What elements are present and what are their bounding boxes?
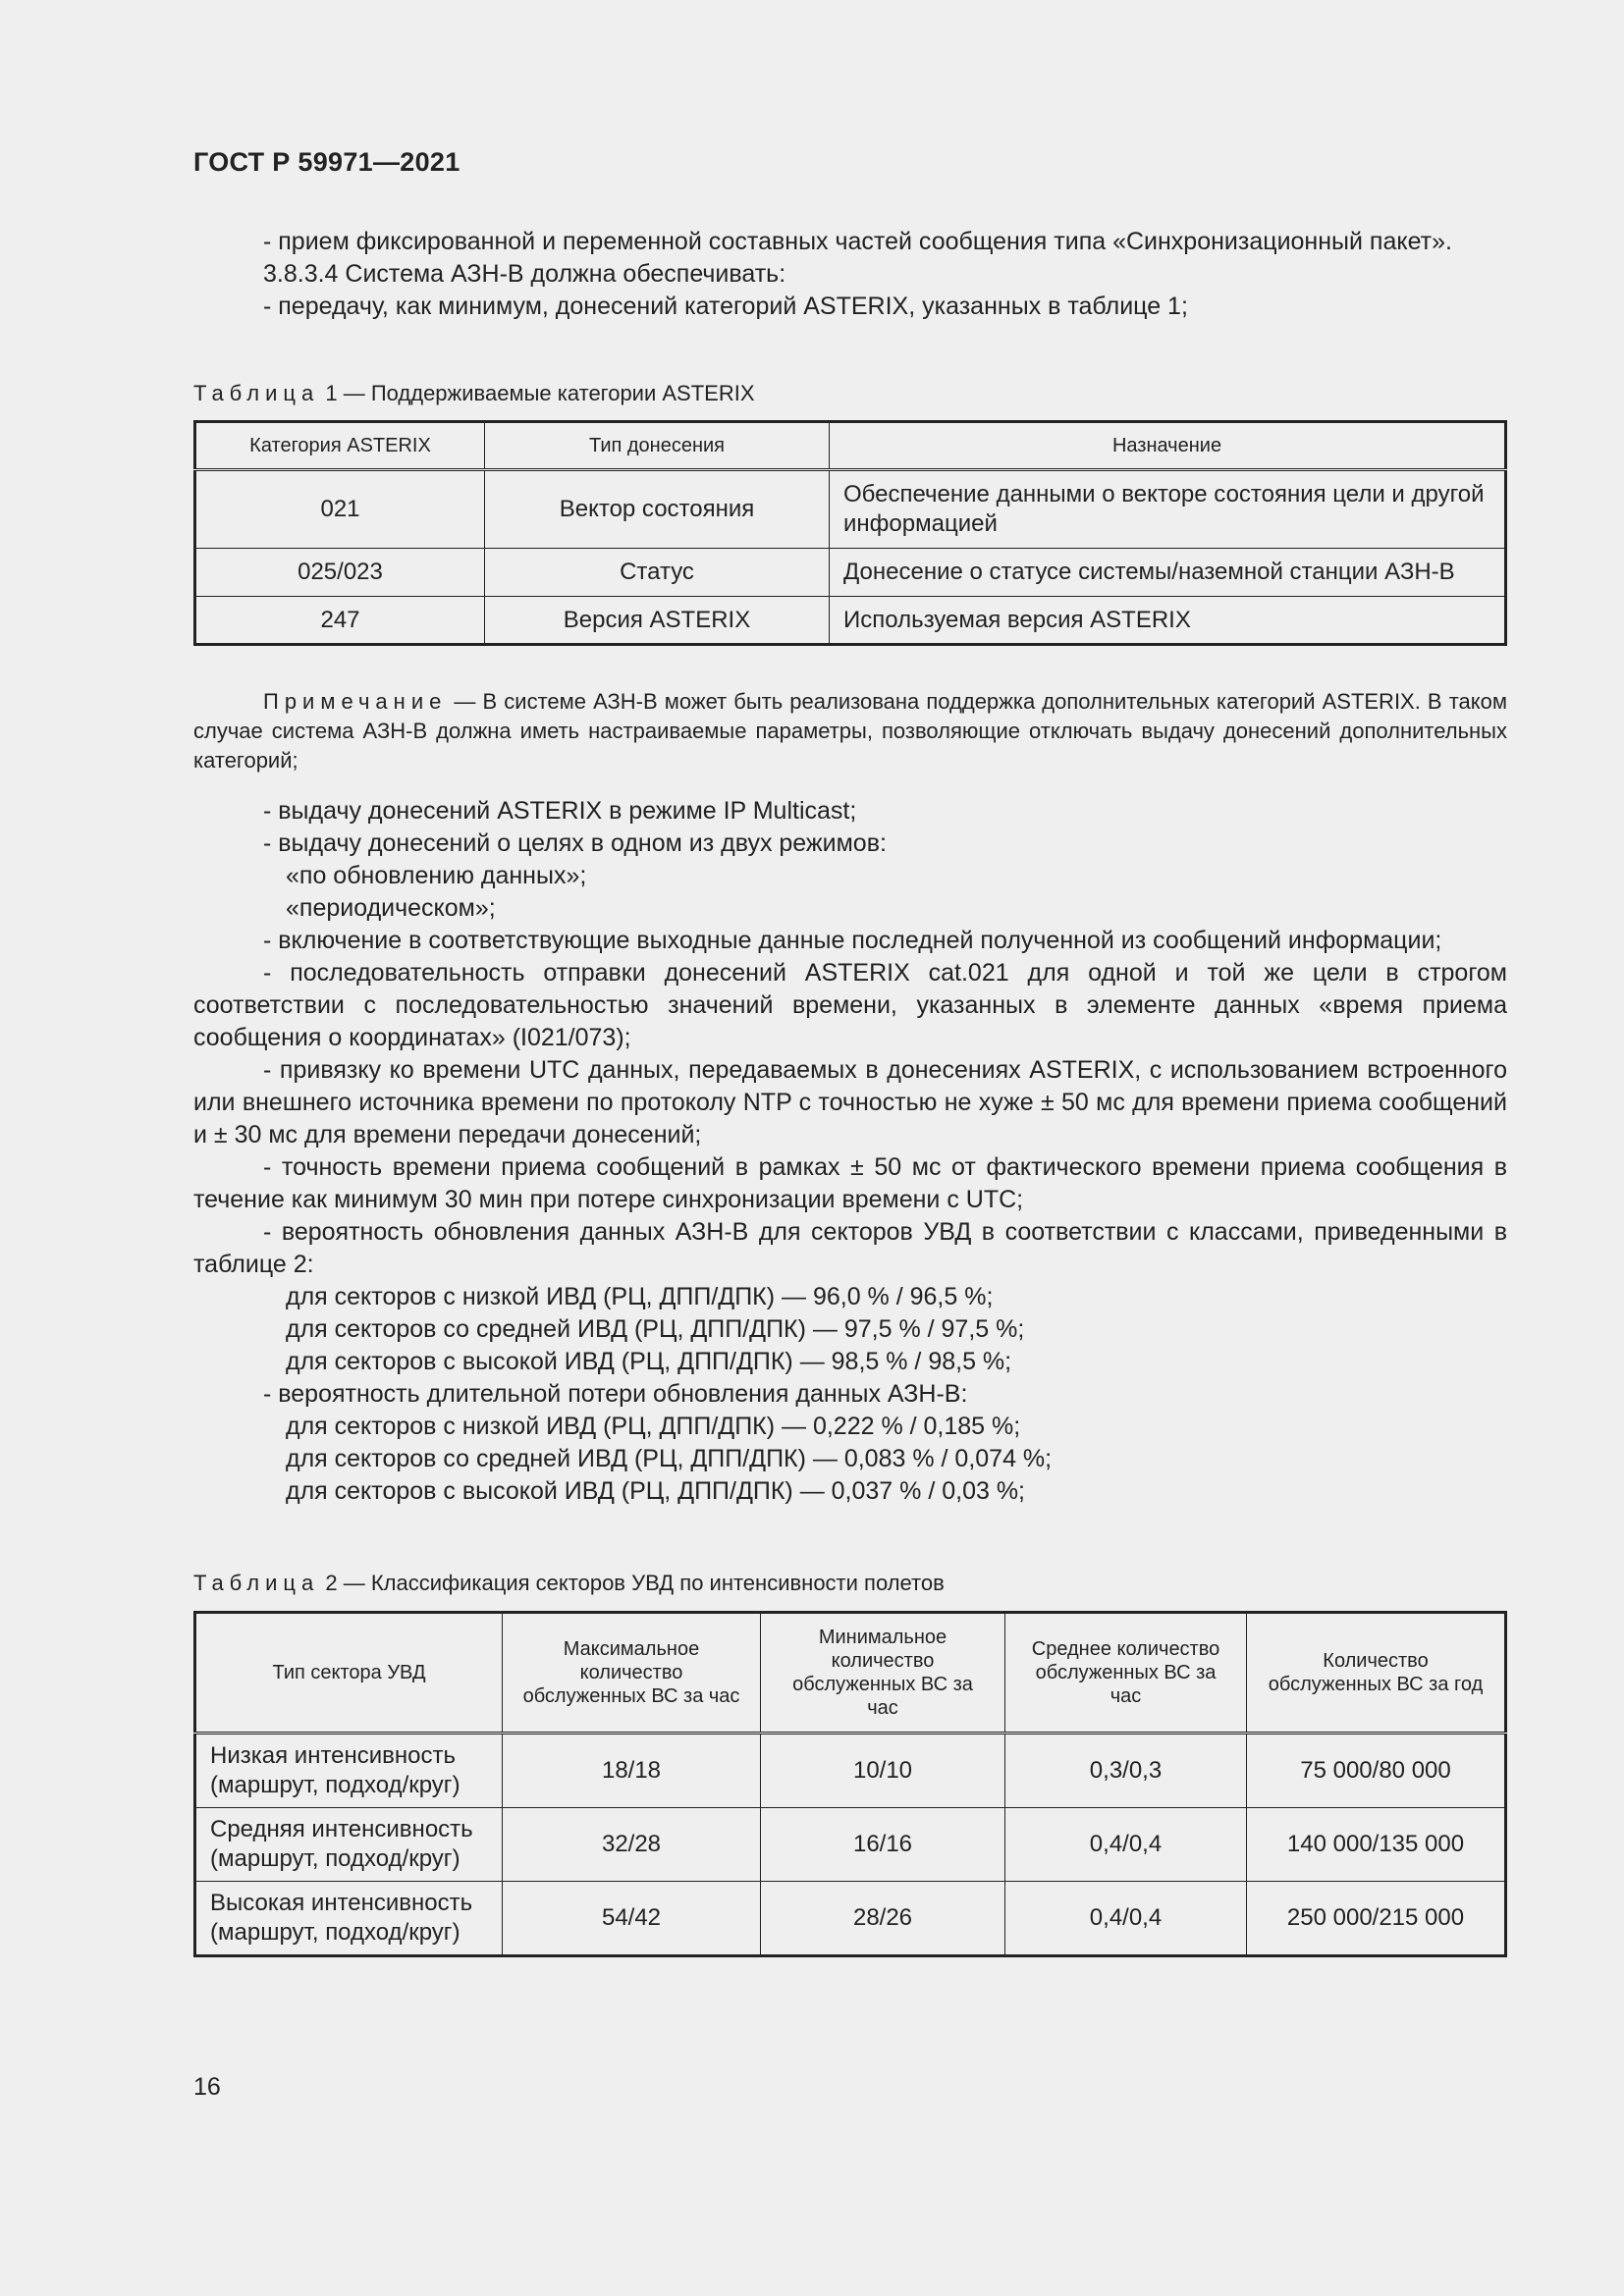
list-subitem: для секторов с высокой ИВД (РЦ, ДПП/ДПК) — 0,037 % / 0,03 %; [286,1477,1026,1505]
table2-caption [193,1571,945,1596]
table-cell: Вектор состояния [485,470,830,549]
paragraph: - передачу, как минимум, донесений категорий ASTERIX, указанных в таблице 1; [263,293,1188,320]
list-subitem: для секторов со средней ИВД (РЦ, ДПП/ДПК) — 0,083 % / 0,074 %; [286,1445,1053,1472]
column-header: Количество обслуженных ВС за год [1247,1613,1506,1734]
column-header: Назначение [830,422,1506,470]
table-cell: 025/023 [195,549,485,597]
table2-caption-prefix: Таблица [193,1571,320,1595]
table-cell: 250 000/215 000 [1247,1882,1506,1956]
list-item: - вероятность обновления данных АЗН-В для секторов УВД в соответствии с классами, приведенными в таблице 2: [193,1218,1507,1278]
table-row [195,597,1506,645]
list-subitem: «периодическом»; [286,894,496,922]
table-cell: 0,3/0,3 [1005,1734,1247,1808]
page-number: 16 [193,2073,221,2101]
table2-caption-text: 2 — Классификация секторов УВД по интенсивности полетов [319,1571,945,1595]
list-subitem: для секторов с низкой ИВД (РЦ, ДПП/ДПК) — 96,0 % / 96,5 %; [286,1283,994,1310]
column-header: Тип донесения [485,422,830,470]
column-header: Минимальное количество обслуженных ВС за час [761,1613,1005,1734]
table-cell: 18/18 [503,1734,761,1808]
list-item: - выдачу донесений о целях в одном из двух режимов: [263,829,887,857]
table-cell: 54/42 [503,1882,761,1956]
table-cell: Обеспечение данными о векторе состояния цели и другой информацией [830,470,1506,549]
table-sector-classification [193,1611,1507,1957]
list-subitem: «по обновлению данных»; [286,862,587,889]
list-subitem: для секторов с низкой ИВД (РЦ, ДПП/ДПК) — 0,222 % / 0,185 %; [286,1413,1021,1440]
column-header: Максимальное количество обслуженных ВС за час [503,1613,761,1734]
note-label: Примечание [263,689,448,714]
note-text: — В системе АЗН-В может быть реализована поддержка дополнительных категорий ASTERIX. В таком случае система АЗН-В должна иметь настраиваемые параметры, позволяющие отключать выдачу донесений дополнительных категорий; [193,689,1507,773]
list-item: - выдачу донесений ASTERIX в режиме IP Multicast; [263,797,857,825]
table-cell: 021 [195,470,485,549]
list-item: - включение в соответствующие выходные данные последней полученной из сообщений информации; [263,927,1442,954]
list-item: - последовательность отправки донесений ASTERIX cat.021 для одной и той же цели в строгом соответствии с последовательностью значений времени, указанных в элементе данных «время приема сообщения о координатах» (I021/073); [193,959,1507,1051]
section-intro [193,226,1507,323]
paragraph: 3.8.3.4 Система АЗН-В должна обеспечивать: [263,260,786,288]
table-row [195,1734,1506,1808]
list-subitem: для секторов с высокой ИВД (РЦ, ДПП/ДПК) — 98,5 % / 98,5 %; [286,1348,1012,1375]
table-cell: 0,4/0,4 [1005,1808,1247,1882]
table-cell: Статус [485,549,830,597]
table-cell: 140 000/135 000 [1247,1808,1506,1882]
table-cell: Средняя интенсивность (маршрут, подход/круг) [195,1808,503,1882]
table1-caption [193,381,755,406]
list-item: - точность времени приема сообщений в рамках ± 50 мс от фактического времени приема сообщения в течение как минимум 30 мин при потере синхронизации времени с UTC; [193,1153,1507,1213]
table-row [195,1882,1506,1956]
table-cell: 10/10 [761,1734,1005,1808]
table-cell: Высокая интенсивность (маршрут, подход/круг) [195,1882,503,1956]
section-requirements [193,795,1507,1508]
table-asterix-categories [193,420,1507,646]
table-row [195,1808,1506,1882]
column-header: Категория ASTERIX [195,422,485,470]
table-row [195,549,1506,597]
table-cell: 247 [195,597,485,645]
table1-caption-prefix: Таблица [193,381,320,405]
document-header: ГОСТ Р 59971—2021 [193,147,460,177]
table-cell: Версия ASTERIX [485,597,830,645]
list-item: - вероятность длительной потери обновления данных АЗН-В: [263,1380,968,1408]
table-cell: 0,4/0,4 [1005,1882,1247,1956]
table-row [195,470,1506,549]
paragraph: - прием фиксированной и переменной составных частей сообщения типа «Синхронизационный пакет». [263,228,1452,255]
table-header-row [195,1613,1506,1734]
table-header-row [195,422,1506,470]
table-cell: Донесение о статусе системы/наземной станции АЗН-В [830,549,1506,597]
table-cell: Используемая версия ASTERIX [830,597,1506,645]
column-header: Тип сектора УВД [195,1613,503,1734]
table-cell: 16/16 [761,1808,1005,1882]
table-cell: 32/28 [503,1808,761,1882]
table-cell: 28/26 [761,1882,1005,1956]
list-item: - привязку ко времени UTC данных, передаваемых в донесениях ASTERIX, с использованием встроенного или внешнего источника времени по протоколу NTP с точностью не хуже ± 50 мс для времени приема сообщений и ± 30 мс для времени передачи донесений; [193,1056,1507,1148]
table1-note [193,687,1507,775]
column-header: Среднее количество обслуженных ВС за час [1005,1613,1247,1734]
table-cell: Низкая интенсивность (маршрут, подход/круг) [195,1734,503,1808]
table-cell: 75 000/80 000 [1247,1734,1506,1808]
table1-caption-text: 1 — Поддерживаемые категории ASTERIX [319,381,755,405]
list-subitem: для секторов со средней ИВД (РЦ, ДПП/ДПК) — 97,5 % / 97,5 %; [286,1315,1025,1343]
